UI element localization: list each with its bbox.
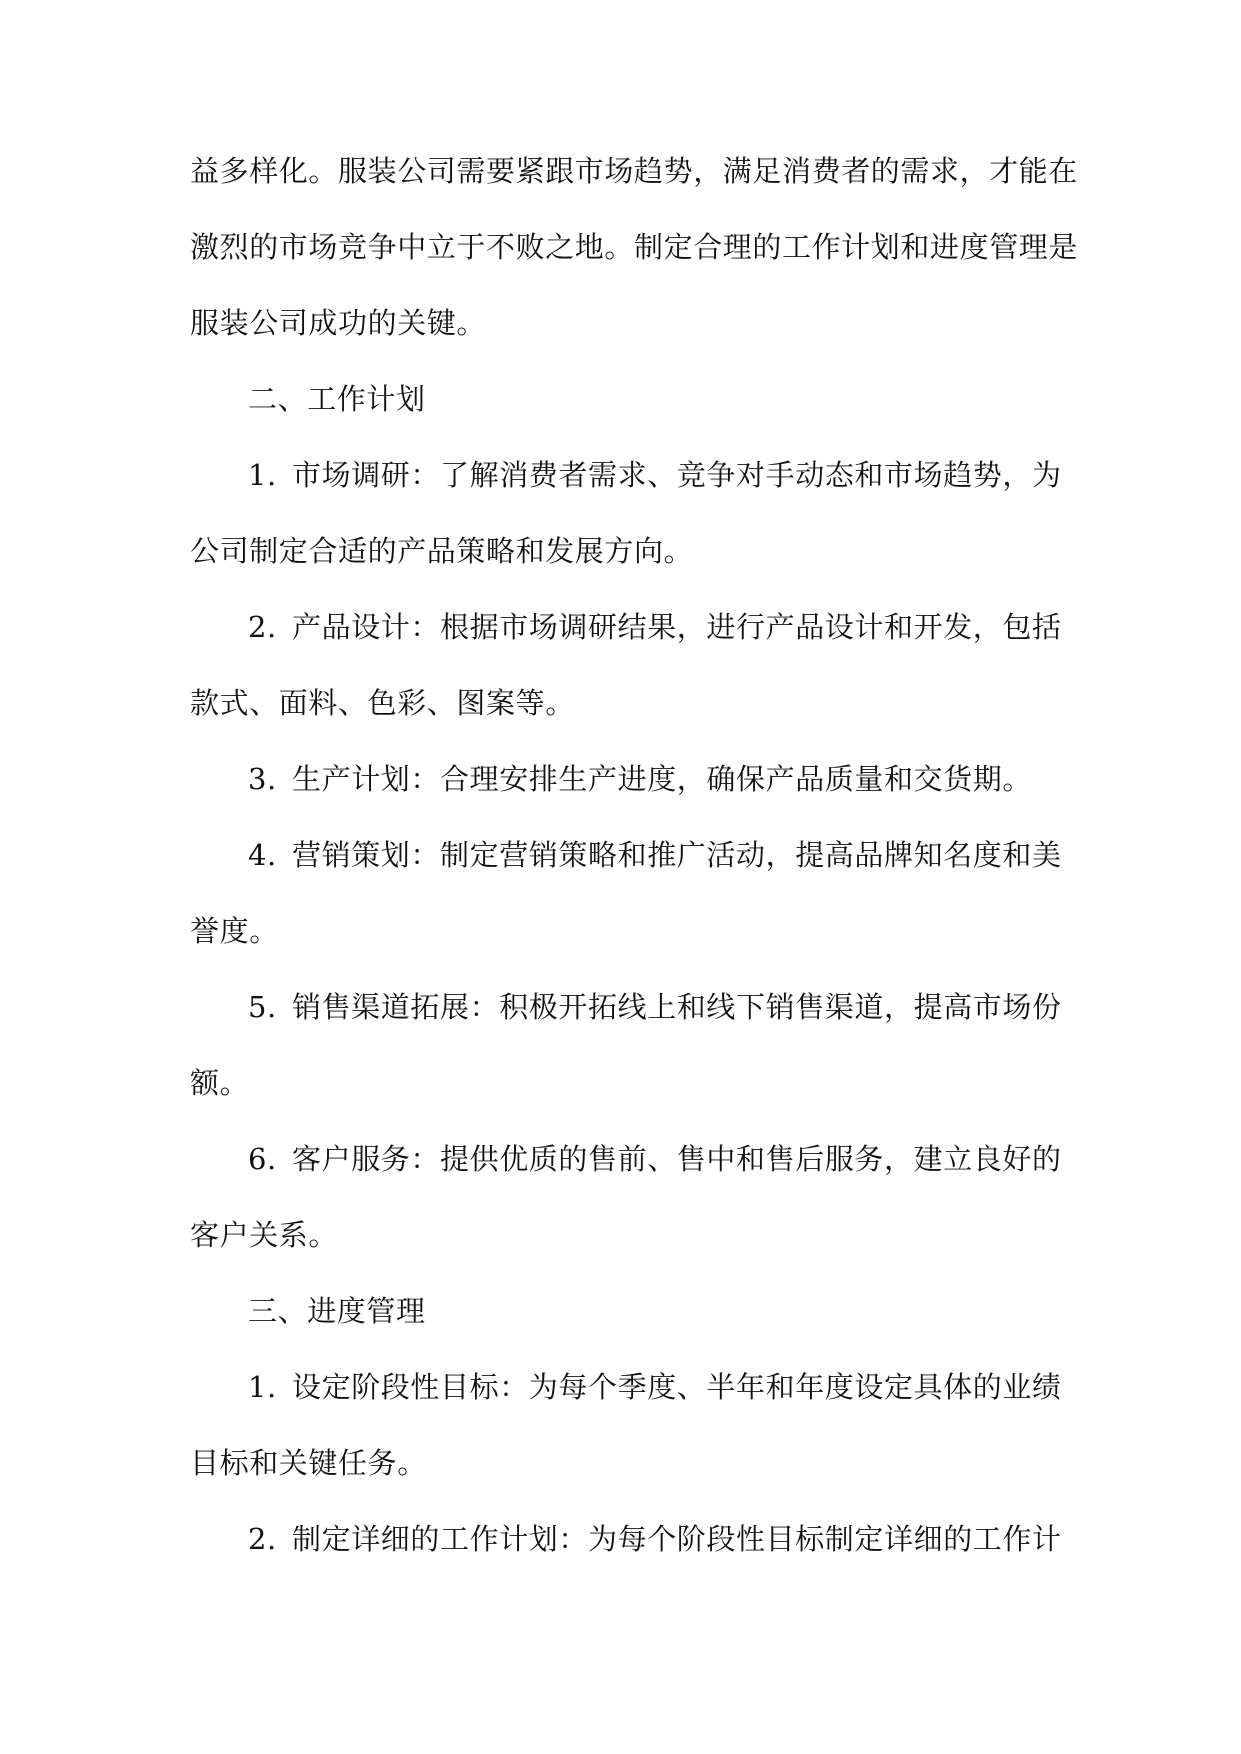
section-heading-progress-management: 三、进度管理 xyxy=(248,1294,426,1328)
document-body xyxy=(190,133,1079,1577)
intro-line-3: 服装公司成功的关键。 xyxy=(190,306,487,340)
plan-item-number: 2. xyxy=(248,610,277,644)
plan-item-3 xyxy=(190,741,1060,817)
plan-item-text: 销售渠道拓展：积极开拓线上和线下销售渠道，提高市场份 xyxy=(292,990,1062,1024)
plan-item-number: 3. xyxy=(248,762,277,796)
progress-item-number: 2. xyxy=(248,1522,277,1556)
plan-item-continuation: 额。 xyxy=(190,1066,250,1100)
progress-item-number: 1. xyxy=(248,1370,277,1404)
intro-line-2: 激烈的市场竞争中立于不败之地。制定合理的工作计划和进度管理是 xyxy=(190,230,1079,264)
plan-item-number: 5. xyxy=(248,990,277,1024)
plan-item-continuation: 誉度。 xyxy=(190,914,279,948)
progress-item-continuation: 目标和关键任务。 xyxy=(190,1446,427,1480)
plan-item-number: 1. xyxy=(248,458,277,492)
plan-item-5 xyxy=(190,969,1060,1121)
plan-item-number: 6. xyxy=(248,1142,277,1176)
plan-item-text: 市场调研：了解消费者需求、竞争对手动态和市场趋势，为 xyxy=(292,458,1062,492)
plan-item-text: 营销策划：制定营销策略和推广活动，提高品牌知名度和美 xyxy=(292,838,1062,872)
progress-item-2 xyxy=(190,1501,1060,1577)
progress-item-text: 制定详细的工作计划：为每个阶段性目标制定详细的工作计 xyxy=(292,1522,1062,1556)
plan-item-2 xyxy=(190,589,1060,741)
plan-item-1 xyxy=(190,437,1060,589)
plan-item-continuation: 款式、面料、色彩、图案等。 xyxy=(190,686,575,720)
section-heading-work-plan: 二、工作计划 xyxy=(248,382,426,416)
progress-item-text: 设定阶段性目标：为每个季度、半年和年度设定具体的业绩 xyxy=(292,1370,1062,1404)
plan-item-4 xyxy=(190,817,1060,969)
plan-item-number: 4. xyxy=(248,838,277,872)
plan-item-6 xyxy=(190,1121,1060,1273)
progress-item-1 xyxy=(190,1349,1060,1501)
intro-line-1: 益多样化。服装公司需要紧跟市场趋势，满足消费者的需求，才能在 xyxy=(190,154,1079,188)
plan-item-text: 生产计划：合理安排生产进度，确保产品质量和交货期。 xyxy=(292,762,1033,796)
plan-item-continuation: 客户关系。 xyxy=(190,1218,339,1252)
plan-item-continuation: 公司制定合适的产品策略和发展方向。 xyxy=(190,534,694,568)
plan-item-text: 产品设计：根据市场调研结果，进行产品设计和开发，包括 xyxy=(292,610,1062,644)
plan-item-text: 客户服务：提供优质的售前、售中和售后服务，建立良好的 xyxy=(292,1142,1062,1176)
